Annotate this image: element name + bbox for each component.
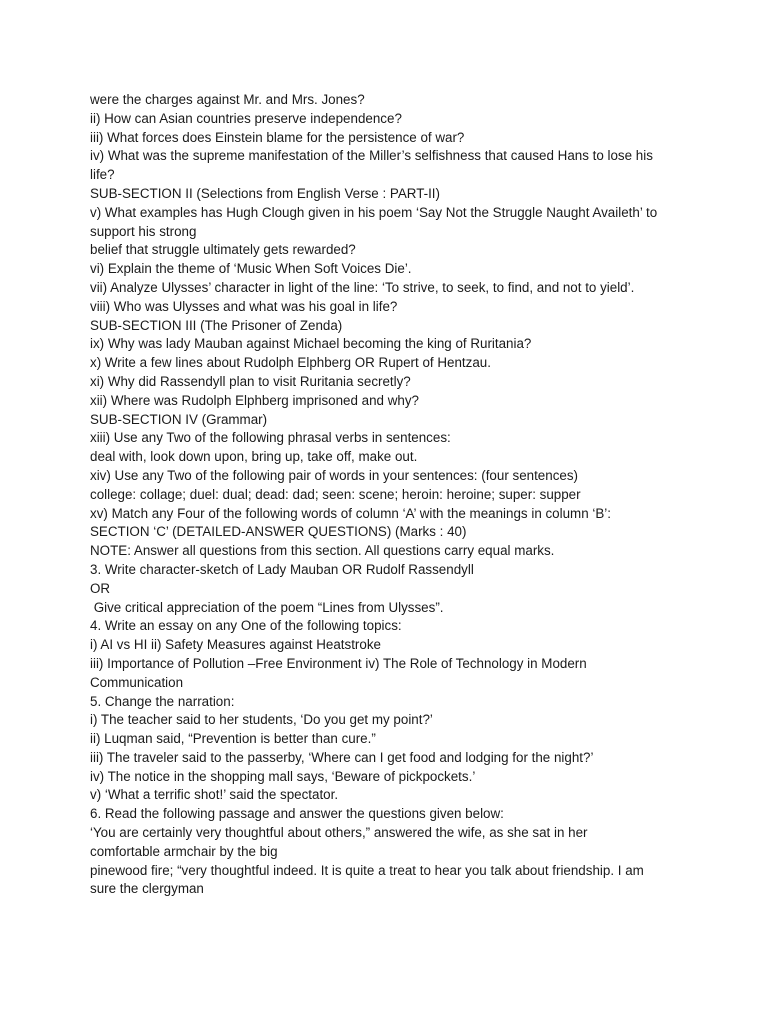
text-line: comfortable armchair by the big (90, 843, 278, 859)
text-line: x) Write a few lines about Rudolph Elphberg OR Rupert of Hentzau. (90, 355, 491, 371)
text-line: iv) What was the supreme manifestation of the Miller’s selfishness that caused Hans to lose his (90, 148, 653, 164)
text-line: iii) The traveler said to the passerby, ‘Where can I get food and lodging for the night?’ (90, 749, 594, 765)
section-heading: SUB-SECTION III (The Prisoner of Zenda) (90, 317, 343, 333)
section-heading: SUB-SECTION IV (Grammar) (90, 411, 268, 427)
text-line: Communication (90, 674, 184, 690)
text-line: NOTE: Answer all questions from this section. All questions carry equal marks. (90, 543, 555, 559)
text-line: pinewood fire; “very thoughtful indeed. It is quite a treat to hear you talk about friendship. I am (90, 862, 644, 878)
text-line: sure the clergyman (90, 881, 204, 897)
text-line: 5. Change the narration: (90, 693, 235, 709)
text-line: ii) Luqman said, “Prevention is better than cure.” (90, 731, 376, 747)
text-line: ii) How can Asian countries preserve independence? (90, 110, 402, 126)
text-line: ‘You are certainly very thoughtful about others,” answered the wife, as she sat in her (90, 825, 588, 841)
text-line: ix) Why was lady Mauban against Michael becoming the king of Ruritania? (90, 336, 532, 352)
text-line: OR (90, 580, 111, 596)
text-line: xii) Where was Rudolph Elphberg imprisoned and why? (90, 392, 419, 408)
text-line: were the charges against Mr. and Mrs. Jones? (90, 92, 365, 107)
text-line: 3. Write character-sketch of Lady Mauban OR Rudolf Rassendyll (90, 561, 474, 577)
text-line: support his strong (90, 223, 197, 239)
text-line: xiii) Use any Two of the following phrasal verbs in sentences: (90, 430, 451, 446)
text-line: life? (90, 167, 115, 183)
text-line: xv) Match any Four of the following words of column ‘A’ with the meanings in column ‘B’: (90, 505, 611, 521)
text-line: i) The teacher said to her students, ‘Do you get my point?’ (90, 712, 433, 728)
text-line: vii) Analyze Ulysses’ character in light of the line: ‘To strive, to seek, to find, and not to yield’. (90, 279, 635, 295)
text-line: xiv) Use any Two of the following pair of words in your sentences: (four sentences) (90, 467, 578, 483)
text-line: 4. Write an essay on any One of the following topics: (90, 618, 402, 634)
text-line: 6. Read the following passage and answer the questions given below: (90, 806, 504, 822)
text-line: v) ‘What a terrific shot!’ said the spectator. (90, 787, 339, 803)
text-line: college: collage; duel: dual; dead: dad; seen: scene; heroin: heroine; super: supper (90, 486, 581, 502)
text-line: iv) The notice in the shopping mall says, ‘Beware of pickpockets.’ (90, 768, 476, 784)
document-text (90, 91, 690, 899)
text-line: xi) Why did Rassendyll plan to visit Ruritania secretly? (90, 373, 411, 389)
section-heading: SECTION ‘C’ (DETAILED-ANSWER QUESTIONS) (Marks : 40) (90, 524, 467, 540)
text-line: iii) What forces does Einstein blame for the persistence of war? (90, 129, 465, 145)
section-heading: SUB-SECTION II (Selections from English Verse : PART-II) (90, 185, 440, 201)
text-line: deal with, look down upon, bring up, take off, make out. (90, 449, 418, 465)
text-line: belief that struggle ultimately gets rewarded? (90, 242, 356, 258)
text-line: iii) Importance of Pollution –Free Environment iv) The Role of Technology in Modern (90, 655, 587, 671)
text-line: viii) Who was Ulysses and what was his goal in life? (90, 298, 398, 314)
text-line: v) What examples has Hugh Clough given in his poem ‘Say Not the Struggle Naught Availeth’ to (90, 204, 658, 220)
text-line: vi) Explain the theme of ‘Music When Soft Voices Die’. (90, 261, 412, 277)
text-line: Give critical appreciation of the poem “Lines from Ulysses”. (90, 599, 444, 615)
text-line: i) AI vs HI ii) Safety Measures against Heatstroke (90, 637, 381, 653)
